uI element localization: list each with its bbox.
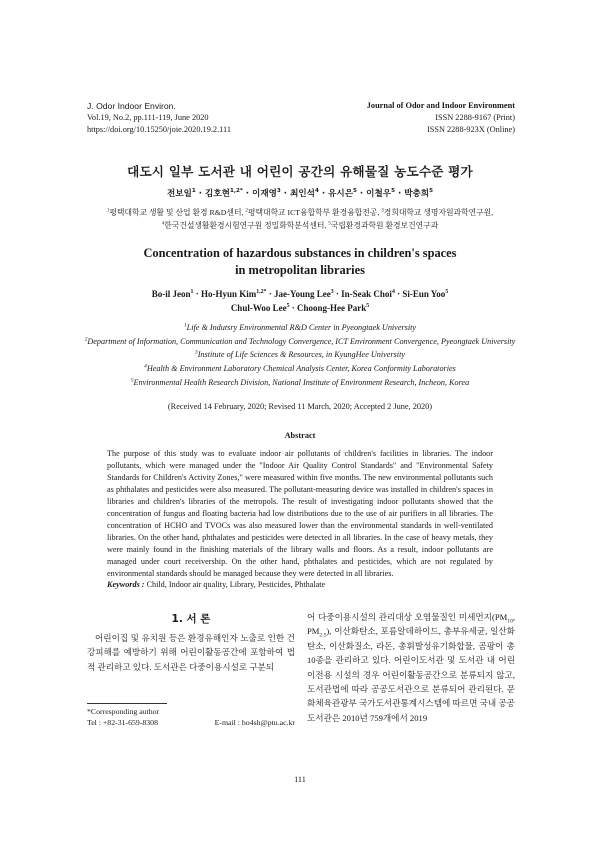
english-title [0, 245, 600, 279]
affiliation-text: Life & Indutsry Environmental R&D Center in Pyeongtaek University [186, 323, 417, 332]
korean-affiliations [60, 206, 540, 232]
affiliation-mark: 1 [183, 322, 187, 329]
author-separator: · [242, 189, 253, 199]
affiliation-mark: 3 [195, 349, 198, 356]
doi-link[interactable]: https://doi.org/10.15250/joie.2020.19.2.111 [87, 125, 231, 134]
journal-header-right [367, 100, 515, 136]
author-separator: · [394, 189, 405, 199]
korean-authors [0, 187, 600, 199]
author-name: 전보일 [167, 189, 192, 199]
english-title-line-2: in metropolitan libraries [235, 263, 365, 277]
author-name: 최인석 [290, 189, 315, 199]
english-title-line-1: Concentration of hazardous substances in children's spaces [143, 246, 457, 260]
corresponding-author-note: *Corresponding author [87, 707, 160, 716]
author-name: 김호현 [205, 189, 230, 199]
subscript: 2.5 [319, 633, 327, 640]
author-name: Bo-il Jeon [151, 289, 191, 299]
author-affiliation-mark: 5 [445, 289, 449, 295]
author-separator: · [318, 189, 329, 199]
affiliation-mark: 4 [144, 363, 147, 370]
affiliation-mark: 1 [106, 207, 110, 214]
author-name: Choong-Hee Park [297, 303, 367, 313]
telephone: Tel : +82-31-659-8308 [87, 718, 158, 727]
author-affiliation-mark: 5 [391, 188, 395, 195]
body-left-column: 어린이집 및 유치원 등은 환경유해인자 노출로 인한 건강피해를 예방하기 위해 어린이활동공간에 포함하여 법적 관리하고 있다. 도서관은 다중이용시설로 구분되 [87, 633, 295, 672]
author-separator: · [333, 289, 342, 299]
affiliation-text: Health & Environment Laboratory Chemical Analysis Center, Korea Conformity Laboratories [146, 364, 456, 374]
affiliation-text: Department of Information, Communication and Technology Convergence, ICT Environment Convergence, Pyeongtaek University [87, 336, 516, 346]
keywords [107, 580, 493, 589]
english-authors [0, 287, 600, 315]
footnote [87, 706, 295, 728]
issn-print: ISSN 2288-9167 (Print) [435, 113, 515, 122]
author-name: In-Seak Choi [341, 289, 392, 299]
affiliation-item [60, 362, 540, 376]
author-name: 이철우 [366, 189, 392, 199]
author-separator: · [280, 189, 291, 199]
author-affiliation-mark: 3 [330, 289, 334, 295]
body-text: 어 다중이용시설의 관리대상 오염물질인 미세먼지(PM [307, 612, 508, 622]
english-affiliations [60, 321, 540, 390]
body-text: , PM [307, 612, 515, 637]
author-separator: · [193, 289, 201, 299]
journal-full-name: Journal of Odor and Indoor Environment [366, 101, 515, 110]
keywords-list: Child, Indoor air quality, Library, Pesticides, Phthalate [146, 580, 326, 589]
keywords-label: Keywords : [107, 580, 145, 589]
affiliation-text: 한국건설생활환경시험연구원 정밀화학분석센터, [164, 221, 329, 230]
author-name: 유시은 [328, 189, 354, 199]
volume-line: Vol.19, No.2, pp.111-119, June 2020 [87, 113, 209, 122]
korean-title: 대도시 일부 도서관 내 어린이 공간의 유해물질 농도수준 평가 [127, 164, 473, 179]
affiliation-item [60, 321, 540, 335]
affiliation-mark: 3 [381, 207, 384, 214]
affiliation-text: 평택대학교 ICT융합학부 환경융합전공, [247, 208, 382, 217]
affiliation-text: Environmental Health Research Division, National Institute of Environment Research, Incheon, Korea [133, 377, 470, 387]
abstract-heading: Abstract [284, 431, 316, 440]
author-affiliation-mark: 1 [190, 289, 194, 295]
author-name: Ho-Hyun Kim [200, 289, 257, 299]
author-name: Si-Eun Yoo [402, 289, 446, 299]
author-name: 박충희 [404, 189, 430, 199]
author-separator: · [266, 289, 274, 299]
affiliation-item [60, 335, 540, 349]
author-separator: · [394, 289, 403, 299]
affiliation-mark: 2 [245, 207, 248, 214]
received-dates: (Received 14 February, 2020; Revised 11 March, 2020; Accepted 2 June, 2020) [167, 402, 433, 411]
affiliation-mark: 5 [328, 220, 331, 227]
author-affiliation-mark: 1 [191, 188, 196, 195]
author-affiliation-mark: 1,2* [229, 188, 243, 195]
author-affiliation-mark: 5 [429, 188, 433, 195]
author-separator: · [356, 189, 367, 199]
affiliation-text: 평택대학교 생활 및 산업 환경 R&D센터, [109, 208, 246, 217]
body-text: ), 이산화탄소, 포름알데하이드, 총부유세균, 일산화탄소, 이산화질소, 라돈, 총휘발성유기화합물, 곰팡이 총 10종을 관리하고 있다. 어린이도서관 및 도서관 내 어린이전용 시설의 경우 어린이활동공간으로 분류되지 않고, 도서관법에 따라 공공도서관으로 분류되어 관리된다. 문화체육관광부 국가도서관통계시스템에 따르면 국내 공공도서관은 2010년 759개에서 2019 [307, 626, 515, 723]
email[interactable]: E-mail : ho4sh@ptu.ac.kr [214, 718, 295, 727]
author-separator: · [289, 303, 298, 313]
affiliation-text: 국립환경과학원 환경보건연구과 [330, 221, 439, 230]
english-authors-line-2 [0, 301, 600, 315]
affiliation-mark: 5 [130, 377, 134, 384]
author-affiliation-mark: 4 [314, 188, 319, 195]
author-affiliation-mark: 5 [353, 188, 357, 195]
author-affiliation-mark: 5 [286, 303, 290, 309]
affiliation-text: Institute of Life Sciences & Resources, in KyungHee University [197, 350, 405, 360]
affiliation-item [60, 348, 540, 362]
english-authors-line-1 [0, 287, 600, 301]
journal-short-name: J. Odor Indoor Environ. [87, 101, 176, 111]
korean-affiliations-line-1 [60, 206, 540, 219]
affiliation-text: 경희대학교 생명자원과학연구원, [383, 208, 494, 217]
author-name: 이재영 [252, 189, 277, 199]
author-affiliation-mark: 4 [391, 289, 395, 295]
author-affiliation-mark: 5 [366, 303, 370, 309]
author-name: Jae-Young Lee [273, 289, 331, 299]
contact-row [87, 717, 295, 728]
author-affiliation-mark: 3 [276, 188, 281, 195]
author-separator: · [195, 189, 206, 199]
issn-online: ISSN 2288-923X (Online) [426, 125, 515, 134]
page-number: 111 [294, 775, 306, 784]
section-heading: 1. 서 론 [171, 613, 211, 625]
abstract-body: The purpose of this study was to evaluate indoor air pollutants of children's facilities in libraries. The indoor pollutants, which were managed under the "Indoor Air Quality Control Standards" and "Environmental Safety Standards for Children's Activity Zones," were measured within five months. The new environmental pollutants such as phthalates and pesticides were also measured. The pollutant-measuring device was installed in children's spaces in libraries and children's libraries of the metropols. The result of investigating indoor pollutants showed that the concentration of fungus and floating bacteria had low distributions due to the use of air purifiers in all libraries. The concentration of HCHO and TVOCs was also measured lower than the environmental standards in well-ventilated libraries. On the other hand, phthalates and pesticides were detected in all libraries. In the case of heavy metals, they were mainly found in the finishing materials of the library walls and floors. As a result, indoor pollutants are managed under court receivership. On the other hand, phthalates and pesticides, which are not regulated by environmental standards should be managed because they were detected in all libraries. [107, 449, 493, 578]
author-name: Chul-Woo Lee [230, 303, 287, 313]
affiliation-mark: 2 [84, 335, 88, 342]
affiliation-item [60, 376, 540, 390]
body-right-column [307, 610, 515, 725]
journal-header-left [87, 100, 231, 136]
subscript: 10 [507, 618, 513, 625]
korean-affiliations-line-2 [60, 219, 540, 232]
author-affiliation-mark: 1,2* [256, 289, 267, 295]
affiliation-mark: 4 [161, 220, 165, 227]
footnote-rule [87, 703, 167, 704]
